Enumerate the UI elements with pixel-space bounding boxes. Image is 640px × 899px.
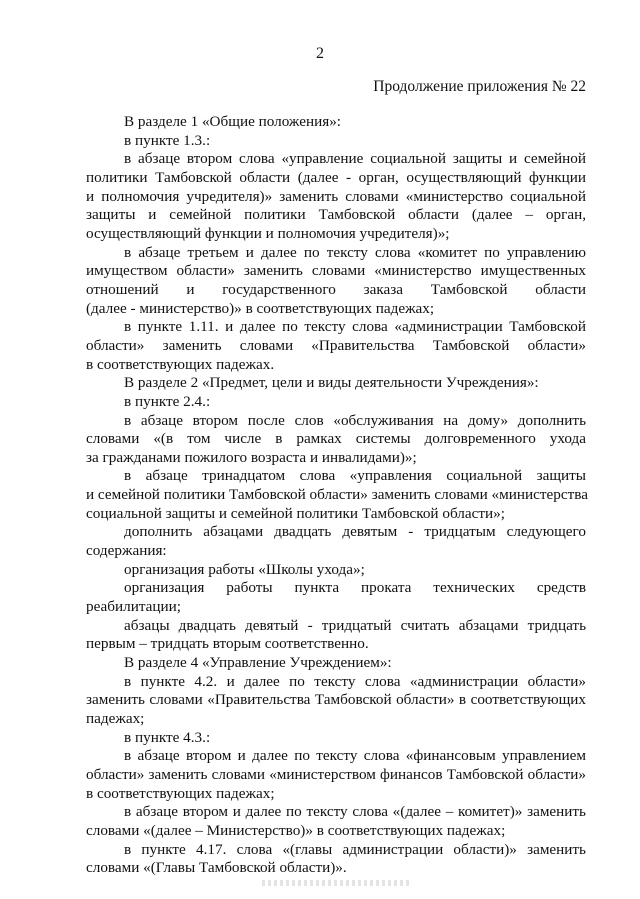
- paragraph: [86, 617, 586, 654]
- text-line: (далее - министерство)» в соответствующих падежах;: [86, 299, 435, 317]
- text-line: и полномочия учредителя)» заменить словами «министерство социальной: [86, 187, 586, 205]
- paragraph: [86, 244, 586, 319]
- paragraph: [86, 654, 586, 673]
- text-line: и семейной политики Тамбовской области» заменить словами «министерства: [86, 486, 588, 504]
- scan-artifact: [262, 880, 412, 886]
- paragraph: [86, 150, 586, 243]
- document-body: [86, 113, 586, 878]
- text-line: в соответствующих падежах.: [86, 355, 275, 373]
- text-line: имуществом области» заменить словами «министерство имущественных: [86, 262, 586, 280]
- paragraph: [86, 318, 586, 374]
- paragraph: [86, 579, 586, 616]
- paragraph: [86, 374, 586, 393]
- text-line: организация работы «Школы ухода»;: [124, 560, 365, 578]
- text-line: заменить словами «Правительства Тамбовской области» в соответствующих: [86, 691, 586, 709]
- text-line: социальной защиты и семейной политики Тамбовской области»;: [86, 504, 505, 522]
- paragraph: [86, 467, 586, 523]
- text-line: в пункте 1.3.:: [124, 131, 211, 149]
- text-line: в абзаце втором после слов «обслуживания на дому» дополнить: [124, 411, 586, 429]
- text-line: политики Тамбовской области (далее - орган, осуществляющий функции: [86, 168, 586, 186]
- paragraph: [86, 803, 586, 840]
- text-line: дополнить абзацами двадцать девятым - тридцатым следующего: [124, 523, 586, 541]
- text-line: в соответствующих падежах;: [86, 784, 275, 802]
- text-line: в пункте 4.3.:: [124, 728, 211, 746]
- text-line: в пункте 1.11. и далее по тексту слова «администрации Тамбовской: [124, 318, 586, 336]
- text-line: словами «(Главы Тамбовской области)».: [86, 859, 347, 877]
- paragraph: [86, 523, 586, 560]
- text-line: абзацы двадцать девятый - тридцатый считать абзацами тридцать: [124, 616, 586, 634]
- text-line: словами «(далее – Министерство)» в соответствующих падежах;: [86, 821, 506, 839]
- text-line: В разделе 2 «Предмет, цели и виды деятельности Учреждения»:: [124, 374, 539, 392]
- text-line: словами «(в том числе в рамках системы долговременного ухода: [86, 430, 586, 448]
- continuation-title: Продолжение приложения № 22: [373, 78, 586, 95]
- text-line: содержания:: [86, 542, 167, 560]
- text-line: падежах;: [86, 710, 145, 727]
- text-line: реабилитации;: [86, 598, 181, 616]
- text-line: области» заменить словами «министерством финансов Тамбовской области»: [86, 765, 586, 783]
- text-line: защиты и семейной политики Тамбовской области (далее – орган,: [86, 206, 586, 224]
- text-line: в абзаце втором слова «управление социальной защиты и семейной: [124, 150, 586, 168]
- text-line: в абзаце втором и далее по тексту слова «финансовым управлением: [124, 747, 586, 765]
- paragraph: [86, 729, 586, 748]
- paragraph: [86, 561, 586, 580]
- paragraph: [86, 747, 586, 803]
- paragraph: [86, 412, 586, 468]
- text-line: осуществляющий функции и полномочия учредителя)»;: [86, 224, 450, 242]
- text-line: первым – тридцать вторым соответственно.: [86, 635, 369, 653]
- text-line: отношений и государственного заказа Тамбовской области: [86, 280, 586, 298]
- page-number: 2: [316, 45, 324, 62]
- paragraph: [86, 673, 586, 729]
- text-line: в абзаце втором и далее по тексту слова «(далее – комитет)» заменить: [124, 803, 586, 821]
- text-line: области» заменить словами «Правительства Тамбовской области»: [86, 336, 586, 354]
- text-line: за гражданами пожилого возраста и инвалидами)»;: [86, 448, 417, 466]
- text-line: в абзаце тринадцатом слова «управления социальной защиты: [124, 467, 586, 485]
- paragraph: [86, 841, 586, 878]
- text-line: в абзаце третьем и далее по тексту слова «комитет по управлению: [124, 243, 586, 261]
- text-line: организация работы пункта проката технических средств: [124, 579, 586, 597]
- paragraph: [86, 113, 586, 132]
- paragraph: [86, 132, 586, 151]
- text-line: В разделе 4 «Управление Учреждением»:: [124, 654, 392, 672]
- text-line: в пункте 4.2. и далее по тексту слова «администрации области»: [124, 672, 586, 690]
- text-line: В разделе 1 «Общие положения»:: [124, 113, 342, 130]
- paragraph: [86, 393, 586, 412]
- text-line: в пункте 4.17. слова «(главы администрации области)» заменить: [124, 840, 586, 858]
- text-line: в пункте 2.4.:: [124, 392, 211, 410]
